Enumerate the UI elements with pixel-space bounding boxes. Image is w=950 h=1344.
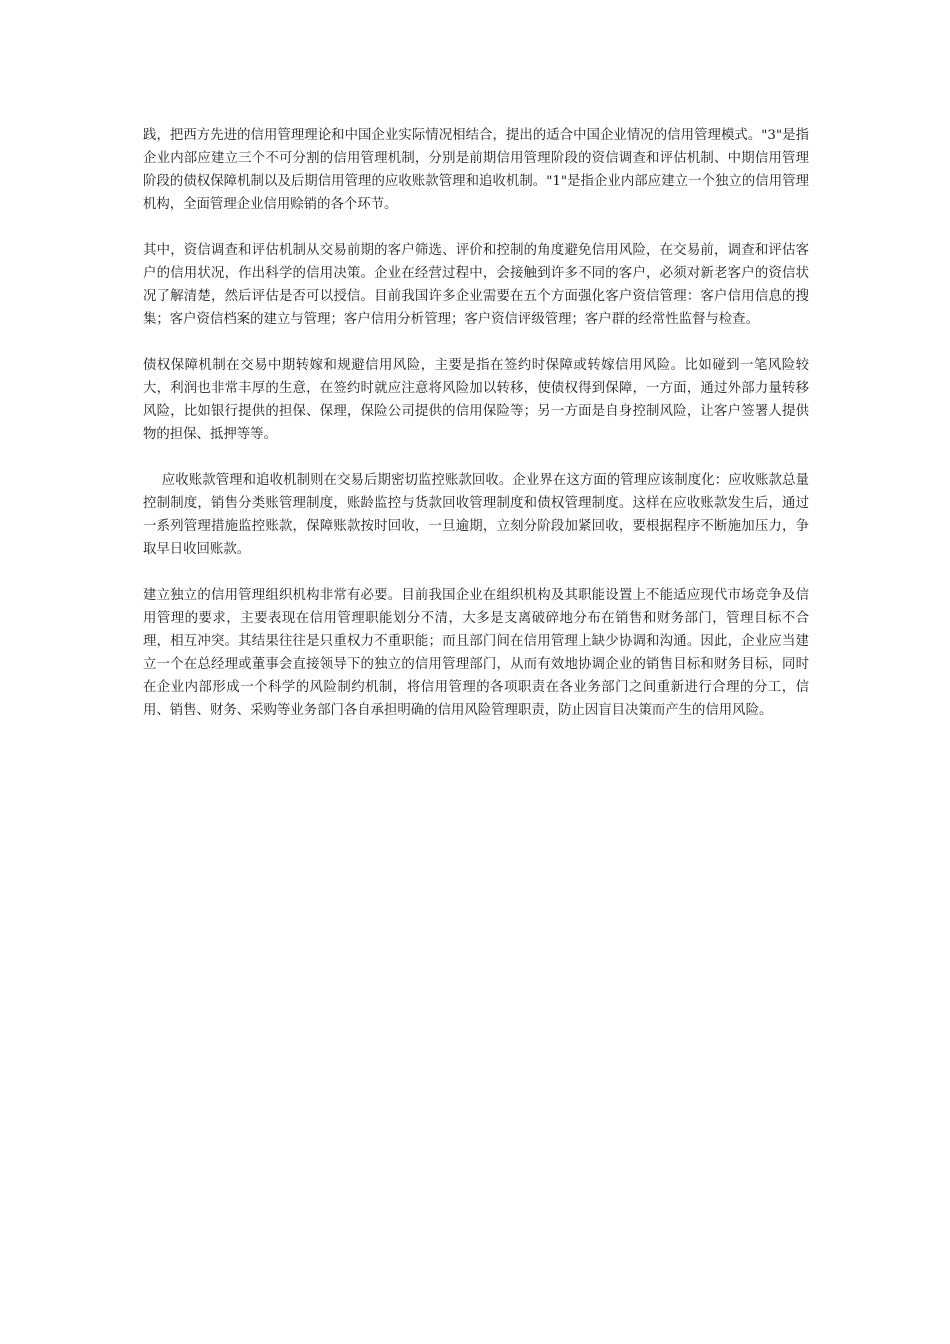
document-page [143, 124, 809, 745]
paragraph-credit-organization: 建立独立的信用管理组织机构非常有必要。目前我国企业在组织机构及其职能设置上不能适应现代市场竞争及信用管理的要求，主要表现在信用管理职能划分不清，大多是支离破碎地分布在销售和财务部门，管理目标不合理，相互冲突。其结果往往是只重权力不重职能；而且部门间在信用管理上缺少协调和沟通。因此，企业应当建立一个在总经理或董事会直接领导下的独立的信用管理部门，从而有效地协调企业的销售目标和财务目标，同时在企业内部形成一个科学的风险制约机制，将信用管理的各项职责在各业务部门之间重新进行合理的分工，信用、销售、财务、采购等业务部门各自承担明确的信用风险管理职责，防止因盲目决策而产生的信用风险。 [143, 588, 809, 718]
paragraph-receivables-management: 应收账款管理和追收机制则在交易后期密切监控账款回收。企业界在这方面的管理应该制度化：应收账款总量控制制度，销售分类账管理制度，账龄监控与货款回收管理制度和债权管理制度。这样在应收账款发生后，通过一系列管理措施监控账款，保障账款按时回收，一旦逾期，立刻分阶段加紧回收，要根据程序不断施加压力，争取早日收回账款。 [143, 473, 809, 557]
paragraph-credit-investigation: 其中，资信调查和评估机制从交易前期的客户筛选、评价和控制的角度避免信用风险，在交易前，调查和评估客户的信用状况，作出科学的信用决策。企业在经营过程中，会接触到许多不同的客户，必须对新老客户的资信状况了解清楚，然后评估是否可以授信。目前我国许多企业需要在五个方面强化客户资信管理：客户信用信息的搜集；客户资信档案的建立与管理；客户信用分析管理；客户资信评级管理；客户群的经常性监督与检查。 [143, 243, 809, 327]
paragraph-framework-definition: 践，把西方先进的信用管理理论和中国企业实际情况相结合，提出的适合中国企业情况的信用管理模式。"3"是指企业内部应建立三个不可分割的信用管理机制，分别是前期信用管理阶段的资信调查和评估机制、中期信用管理阶段的债权保障机制以及后期信用管理的应收账款管理和追收机制。"1"是指企业内部应建立一个独立的信用管理机构，全面管理企业信用赊销的各个环节。 [143, 128, 809, 212]
paragraph-debt-protection: 债权保障机制在交易中期转嫁和规避信用风险，主要是指在签约时保障或转嫁信用风险。比如碰到一笔风险较大，利润也非常丰厚的生意，在签约时就应注意将风险加以转移，使债权得到保障，一方面，通过外部力量转移风险，比如银行提供的担保、保理，保险公司提供的信用保险等；另一方面是自身控制风险，让客户签署人提供物的担保、抵押等等。 [143, 358, 809, 442]
